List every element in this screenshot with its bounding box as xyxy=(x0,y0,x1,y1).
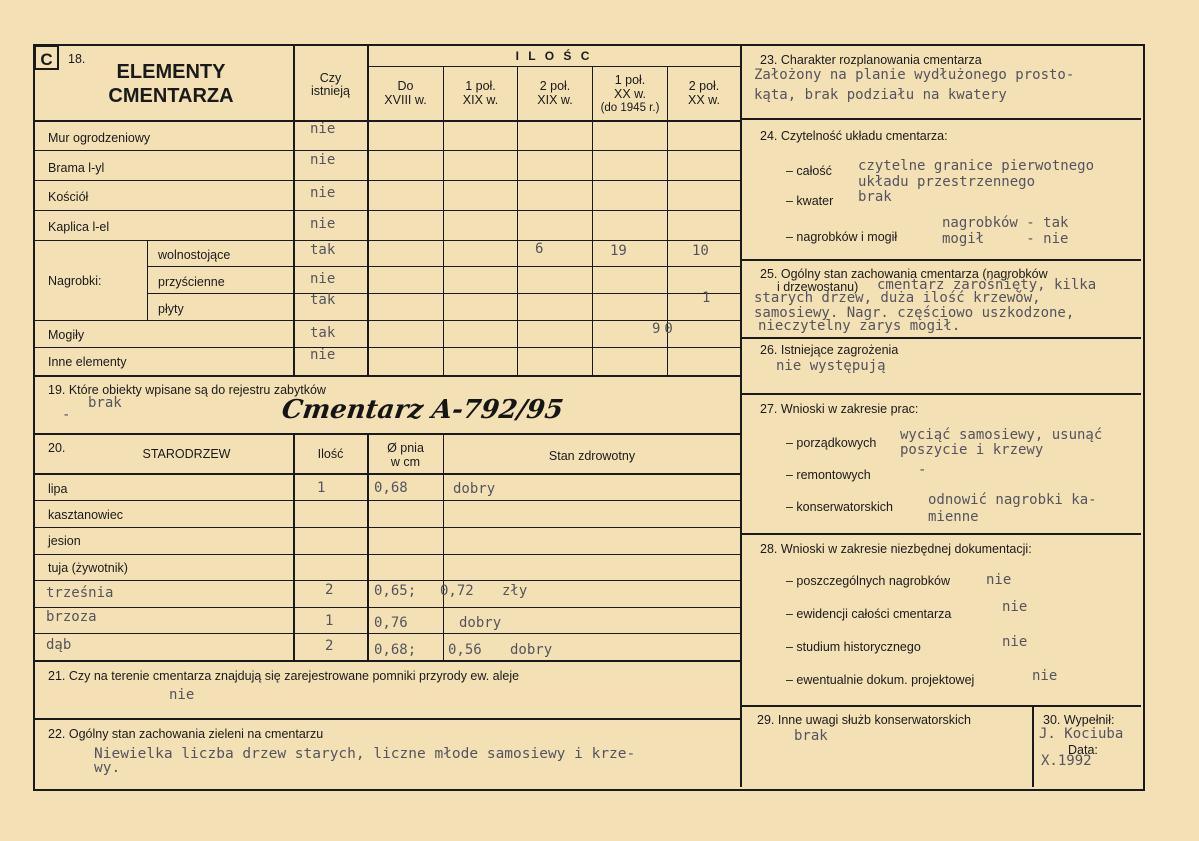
tree-count-trzesnia: 2 xyxy=(325,582,334,598)
grid-line xyxy=(34,718,740,720)
s25-line-4: nieczytelny zarys mogił. xyxy=(758,318,961,334)
tree-pien-brzoza: 0,76 xyxy=(374,615,408,631)
grid-line xyxy=(34,580,740,581)
row-label-brama: Brama l-yl xyxy=(48,161,105,175)
row-label-kaplica: Kaplica l-el xyxy=(48,220,110,234)
s28-item-3: – studium historycznego xyxy=(786,640,921,654)
s19-dash: - xyxy=(62,407,71,423)
tree-lipa: lipa xyxy=(48,482,68,496)
grid-line xyxy=(367,66,740,67)
s20-title: STARODRZEW xyxy=(142,447,231,461)
row-label-mur: Mur ogrodzeniowy xyxy=(48,131,151,145)
czy-value-mogily: tak xyxy=(310,325,336,341)
row-label-przyscienne: przyścienne xyxy=(158,275,225,289)
s27-kons: – konserwatorskich xyxy=(786,500,893,514)
s24-label: 24. Czytelność układu cmentarza: xyxy=(760,129,948,143)
czy-value-plyty: tak xyxy=(310,292,336,308)
col-4-l2: XX w. xyxy=(614,87,646,101)
s27-label: 27. Wnioski w zakresie prac: xyxy=(760,402,919,416)
col-5-l1: 2 poł. xyxy=(688,79,720,93)
grid-line xyxy=(34,607,740,608)
tree-pien-trzesnia-extra: 0,72 xyxy=(440,583,474,599)
grid-line xyxy=(34,347,740,348)
s24-calosc: – całość xyxy=(786,164,832,178)
s24-nagr-line-2: mogił - nie xyxy=(942,231,1069,247)
s26-value: nie występują xyxy=(776,358,886,374)
s28-item-1: – poszczególnych nagrobków xyxy=(786,574,950,588)
title-line-2: CMENTARZA xyxy=(108,85,234,107)
s28-label: 28. Wnioski w zakresie niezbędnej dokumentacji: xyxy=(760,542,1032,556)
s30-label: 30. Wypełnił: xyxy=(1043,713,1115,727)
grid-line xyxy=(34,375,740,377)
tree-pien-lipa: 0,68 xyxy=(374,480,408,496)
tree-brzoza: brzoza xyxy=(46,609,97,625)
s28-value-4: nie xyxy=(1032,668,1058,684)
section-18-number: 18. xyxy=(68,52,86,66)
col-4-l3: (do 1945 r.) xyxy=(600,102,660,114)
s27-porz: – porządkowych xyxy=(786,436,877,450)
s22-line-1: Niewielka liczba drzew starych, liczne młode samosiewy i krze- xyxy=(94,746,636,762)
col-2-l1: 1 poł. xyxy=(465,79,496,93)
czy-value-przyscienne: nie xyxy=(310,271,336,287)
s25-line-2: starych drzew, duża ilość krzewów, xyxy=(754,290,1041,306)
grid-line xyxy=(34,633,740,634)
col-1-l1: Do xyxy=(397,79,414,93)
grid-line xyxy=(34,660,740,662)
tree-count-brzoza: 1 xyxy=(325,613,334,629)
tree-count-lipa: 1 xyxy=(317,480,326,496)
grid-line xyxy=(34,120,740,122)
col-4-l1: 1 poł. xyxy=(614,73,646,87)
s27-porz-line-1: wyciąć samosiewy, usunąć xyxy=(900,427,1103,443)
row-label-wolnostojace: wolnostojące xyxy=(158,248,231,262)
s20-pnia-header-2: w cm xyxy=(390,455,421,469)
s27-rem: – remontowych xyxy=(786,468,871,482)
czy-value-brama: nie xyxy=(310,152,336,168)
col-1-l2: XVIII w. xyxy=(384,93,427,107)
grid-line xyxy=(741,337,1141,339)
czy-value-wolnostojace: tak xyxy=(310,242,336,258)
grid-line xyxy=(147,293,740,294)
s25-line-1: cmentarz zarośnięty, kilka xyxy=(877,277,1097,293)
row-label-mogily: Mogiły xyxy=(48,328,85,342)
s19-handwritten: Cmentarz A-792/95 xyxy=(279,395,566,425)
count-wolno-2pol19: 6 xyxy=(535,241,544,257)
count-wolno-1pol20: 19 xyxy=(610,243,627,259)
section-letter-box: C xyxy=(34,45,59,70)
tree-count-dab: 2 xyxy=(325,638,334,654)
s25-label-2: i drzewostanu) xyxy=(777,280,859,294)
tree-stan-trzesnia: zły xyxy=(502,583,528,599)
row-label-inne: Inne elementy xyxy=(48,355,127,369)
grid-line xyxy=(443,434,444,660)
s30-data-label: Data: xyxy=(1068,743,1098,757)
s24-calosc-line-1: czytelne granice pierwotnego xyxy=(858,158,1095,174)
s22-line-2: wy. xyxy=(94,760,121,776)
s27-kons-line-1: odnowić nagrobki ka- xyxy=(928,492,1097,508)
czy-header-2: istnieją xyxy=(311,84,350,98)
tree-stan-dab: dobry xyxy=(510,642,553,658)
tree-pien-dab: 0,68; xyxy=(374,642,417,658)
row-label-kosciol: Kościół xyxy=(48,190,89,204)
s28-value-3: nie xyxy=(1002,634,1028,650)
grid-line xyxy=(443,66,444,375)
s23-label: 23. Charakter rozplanowania cmentarza xyxy=(760,53,982,67)
grid-line xyxy=(147,266,740,267)
grid-line xyxy=(741,118,1141,120)
tree-trzesnia: trześnia xyxy=(46,585,114,601)
grid-line xyxy=(34,473,740,475)
s30-data-value: X.1992 xyxy=(1041,753,1092,769)
czy-value-kaplica: nie xyxy=(310,216,336,232)
tree-jesion: jesion xyxy=(48,534,81,548)
grid-line xyxy=(34,433,740,435)
tree-pien-trzesnia: 0,65; xyxy=(374,583,417,599)
czy-header-1: Czy xyxy=(319,71,342,85)
s19-value: brak xyxy=(88,395,122,411)
s22-label: 22. Ogólny stan zachowania zieleni na cmentarzu xyxy=(48,727,324,741)
grid-line xyxy=(293,434,295,660)
tree-pien-dab-extra: 0,56 xyxy=(448,642,482,658)
ilosc-header: I L O Ś C xyxy=(515,49,593,63)
czy-value-inne: nie xyxy=(310,347,336,363)
s20-ilosc-header: Ilość xyxy=(317,447,344,461)
grid-line xyxy=(34,527,740,528)
s25-line-3: samosiewy. Nagr. częściowo uszkodzone, xyxy=(754,305,1075,321)
col-3-l1: 2 poł. xyxy=(539,79,571,93)
s20-stan-header: Stan zdrowotny xyxy=(548,449,636,463)
s27-porz-line-2: poszycie i krzewy xyxy=(900,442,1044,458)
grid-line xyxy=(34,320,740,321)
grid-line xyxy=(741,705,1141,707)
column-divider xyxy=(740,45,742,787)
s23-line-1: Założony na planie wydłużonego prosto- xyxy=(754,67,1075,83)
s27-kons-line-2: mienne xyxy=(928,509,979,525)
s20-number: 20. xyxy=(48,441,66,455)
grid-line xyxy=(741,393,1141,395)
s28-item-4: – ewentualnie dokum. projektowej xyxy=(786,673,975,687)
grid-line xyxy=(34,210,740,211)
s19-label: 19. Które obiekty wpisane są do rejestru zabytków xyxy=(48,383,326,397)
s24-kwater: – kwater xyxy=(786,194,834,208)
s21-value: nie xyxy=(169,687,195,703)
tree-stan-lipa: dobry xyxy=(453,481,496,497)
tree-tuja: tuja (żywotnik) xyxy=(48,561,128,575)
tree-kasztanowiec: kasztanowiec xyxy=(48,508,124,522)
grid-line xyxy=(34,150,740,151)
s24-kwater-value: brak xyxy=(858,189,892,205)
count-plyty-2pol20: 1 xyxy=(702,290,711,306)
grid-line xyxy=(34,180,740,181)
title-line-1: ELEMENTY xyxy=(116,61,226,83)
czy-value-kosciol: nie xyxy=(310,185,336,201)
grid-line xyxy=(34,500,740,501)
s21-label: 21. Czy na terenie cmentarza znajdują się zarejestrowane pomniki przyrody ew. aleje xyxy=(48,669,520,683)
grid-line xyxy=(517,66,518,375)
tree-stan-brzoza: dobry xyxy=(459,615,502,631)
s29-value: brak xyxy=(794,728,828,744)
s30-name: J. Kociuba xyxy=(1039,726,1124,742)
czy-value-mur: nie xyxy=(310,121,336,137)
s24-nagr: – nagrobków i mogił xyxy=(786,230,898,244)
s27-rem-value: - xyxy=(918,462,927,478)
grid-line xyxy=(741,259,1141,261)
s24-calosc-line-2: układu przestrzennego xyxy=(858,174,1036,190)
grid-line xyxy=(741,533,1141,535)
row-label-plyty: płyty xyxy=(158,302,184,316)
row-label-nagrobki: Nagrobki: xyxy=(48,274,102,288)
s26-label: 26. Istniejące zagrożenia xyxy=(760,343,899,357)
s24-nagr-line-1: nagrobków - tak xyxy=(942,215,1069,231)
col-2-l2: XIX w. xyxy=(462,93,499,107)
grid-line xyxy=(147,240,148,320)
col-5-l2: XX w. xyxy=(688,93,720,107)
grid-line xyxy=(34,240,740,241)
col-3-l2: XIX w. xyxy=(537,93,573,107)
count-wolno-2pol20: 10 xyxy=(692,243,709,259)
grid-line xyxy=(34,554,740,555)
tree-dab: dąb xyxy=(46,637,72,653)
s29-label: 29. Inne uwagi służb konserwatorskich xyxy=(757,713,972,727)
s23-line-2: kąta, brak podziału na kwatery xyxy=(754,87,1007,103)
s25-label-1: 25. Ogólny stan zachowania cmentarza (nagrobków xyxy=(760,267,1048,281)
s28-value-1: nie xyxy=(986,572,1012,588)
count-mogily: 90 xyxy=(652,321,677,337)
s28-value-2: nie xyxy=(1002,599,1028,615)
s20-pnia-header-1: Ø pnia xyxy=(387,441,424,455)
grid-line xyxy=(1032,706,1034,787)
s28-item-2: – ewidencji całości cmentarza xyxy=(786,607,952,621)
